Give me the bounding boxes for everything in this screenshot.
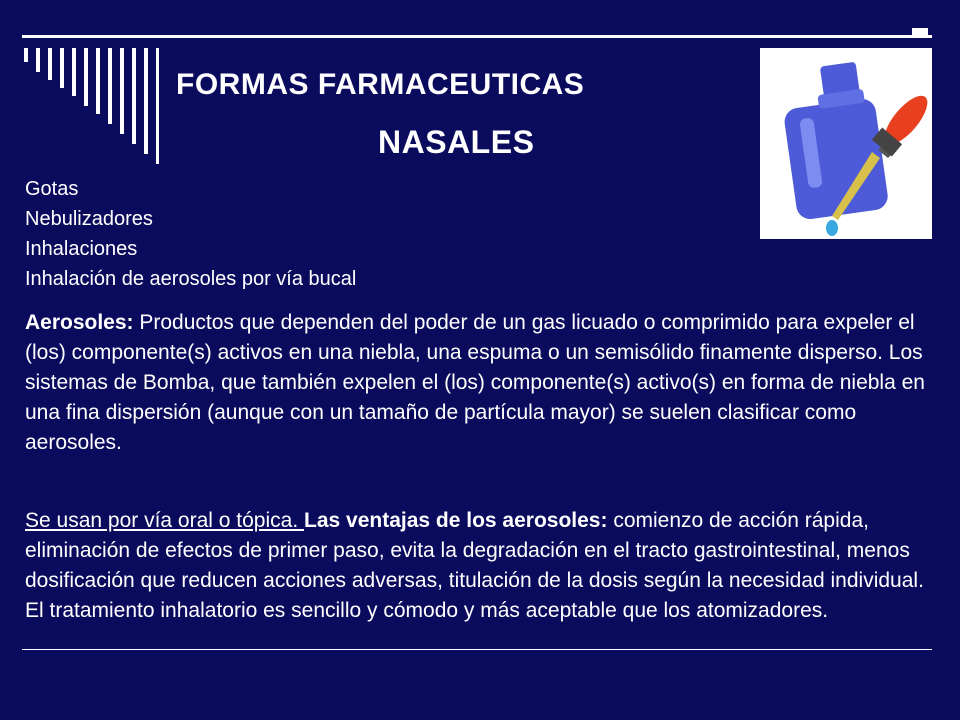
list-item: Inhalaciones <box>25 238 138 260</box>
usage-routes-text: Se usan por vía oral o tópica. <box>25 509 304 532</box>
slide-title: FORMAS FARMACEUTICAS <box>176 68 585 101</box>
top-decor-accent <box>912 28 928 38</box>
list-item: Gotas <box>25 178 79 200</box>
top-decor-line <box>22 35 932 38</box>
advantages-heading: Las ventajas de los aerosoles: <box>304 509 608 532</box>
aerosol-advantages-paragraph <box>25 506 925 626</box>
bottom-decor-line <box>22 649 932 650</box>
list-item: Nebulizadores <box>25 208 153 230</box>
aerosol-term: Aerosoles: <box>25 311 134 334</box>
nasal-dropper-bottle-icon <box>760 48 932 239</box>
advantages-text: comienzo de acción rápida, eliminación de efectos de primer paso, evita la degradación en el tracto gastrointestinal, menos dosificación que reducen acciones adversas, titulación de la dosis según la necesidad individual. El tratamiento inhalatorio es sencillo y cómodo y más aceptable que los atomizadores. <box>25 509 924 622</box>
list-item: Inhalación de aerosoles por vía bucal <box>25 268 357 290</box>
forms-list <box>25 174 356 294</box>
aerosol-definition-paragraph <box>25 308 925 458</box>
slide-subtitle: NASALES <box>378 124 535 160</box>
aerosol-definition-text: Productos que dependen del poder de un gas licuado o comprimido para expeler el (los) componente(s) activos en una niebla, una espuma o un semisólido finamente disperso. Los sistemas de Bomba, que también expelen el (los) componente(s) activo(s) en forma de niebla en una fina dispersión (aunque con un tamaño de partícula mayor) se suelen clasificar como aerosoles. <box>25 311 925 454</box>
